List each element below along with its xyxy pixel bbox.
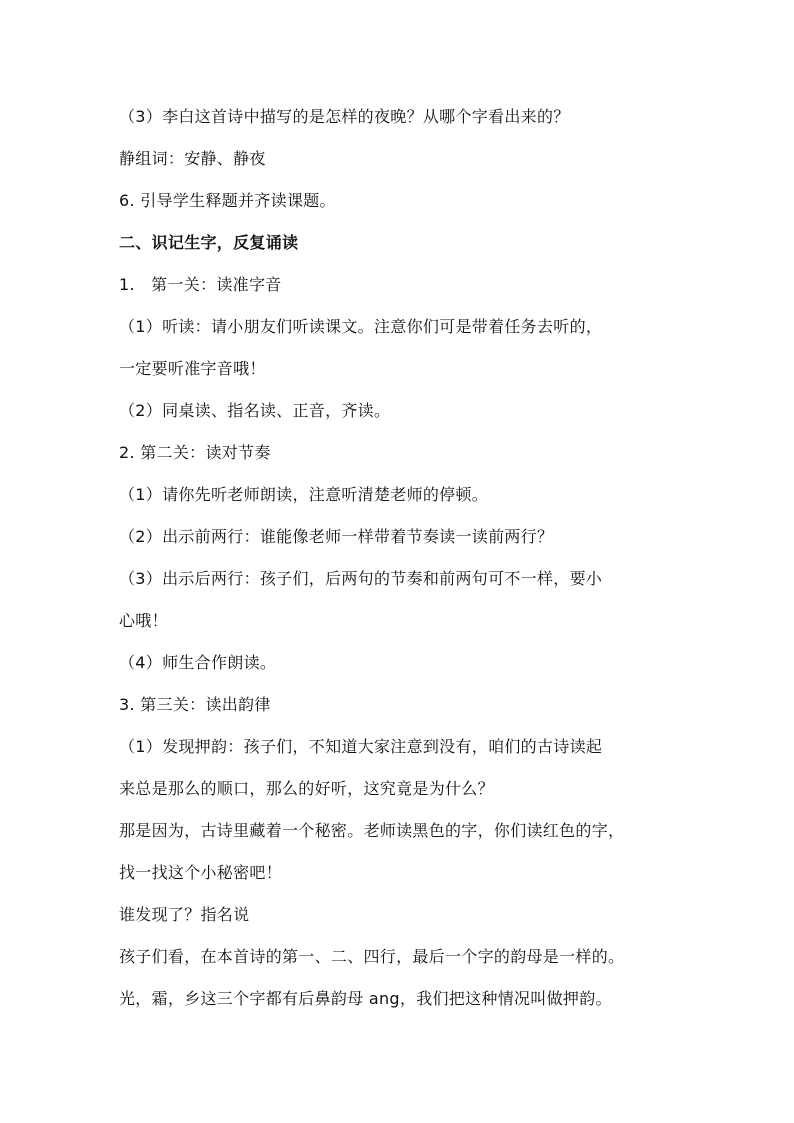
- section-heading-2: 二、识记生字，反复诵读: [119, 233, 299, 252]
- rhyme-explanation-line-2: 光，霜，乡这三个字都有后鼻韵母 ang，我们把这种情况叫做押韵。: [119, 989, 612, 1008]
- level-2-item-3-line-2: 心哦！: [119, 611, 168, 630]
- question-3-moon-night: （3）李白这首诗中描写的是怎样的夜晚？从哪个字看出来的？: [119, 107, 570, 126]
- step-6-explain-title: 6. 引导学生释题并齐读课题。: [119, 191, 336, 210]
- level-2-item-2: （2）出示前两行：谁能像老师一样带着节奏读一读前两行？: [119, 527, 554, 546]
- level-1-item-2: （2）同桌读、指名读、正音，齐读。: [119, 401, 391, 420]
- level-2-item-1: （1）请你先听老师朗读，注意听清楚老师的停顿。: [119, 485, 489, 504]
- level-1-item-1-line-1: （1）听读：请小朋友们听读课文。注意你们可是带着任务去听的，: [119, 317, 603, 336]
- rhyme-explanation-line-1: 孩子们看，在本首诗的第一、二、四行，最后一个字的韵母是一样的。: [119, 947, 625, 966]
- secret-paragraph-line-2: 找一找这个小秘密吧！: [119, 863, 283, 882]
- level-2-heading: 2. 第二关：读对节奏: [119, 443, 271, 462]
- level-3-item-1-line-1: （1）发现押韵：孩子们，不知道大家注意到没有，咱们的古诗读起: [119, 737, 603, 756]
- secret-paragraph-line-1: 那是因为，古诗里藏着一个秘密。老师读黑色的字，你们读红色的字，: [119, 821, 625, 840]
- who-found-it: 谁发现了？指名说: [119, 905, 250, 924]
- level-1-item-1-line-2: 一定要听准字音哦！: [119, 359, 266, 378]
- level-2-item-3-line-1: （3）出示后两行：孩子们，后两句的节奏和前两句可不一样，要小: [119, 569, 603, 588]
- level-1-heading: 1. 第一关：读准字音: [119, 275, 282, 294]
- level-2-item-4: （4）师生合作朗读。: [119, 653, 277, 672]
- word-formation-jing: 静组词：安静、静夜: [119, 149, 266, 168]
- level-3-heading: 3. 第三关：读出韵律: [119, 695, 271, 714]
- level-3-item-1-line-2: 来总是那么的顺口，那么的好听，这究竟是为什么？: [119, 779, 494, 798]
